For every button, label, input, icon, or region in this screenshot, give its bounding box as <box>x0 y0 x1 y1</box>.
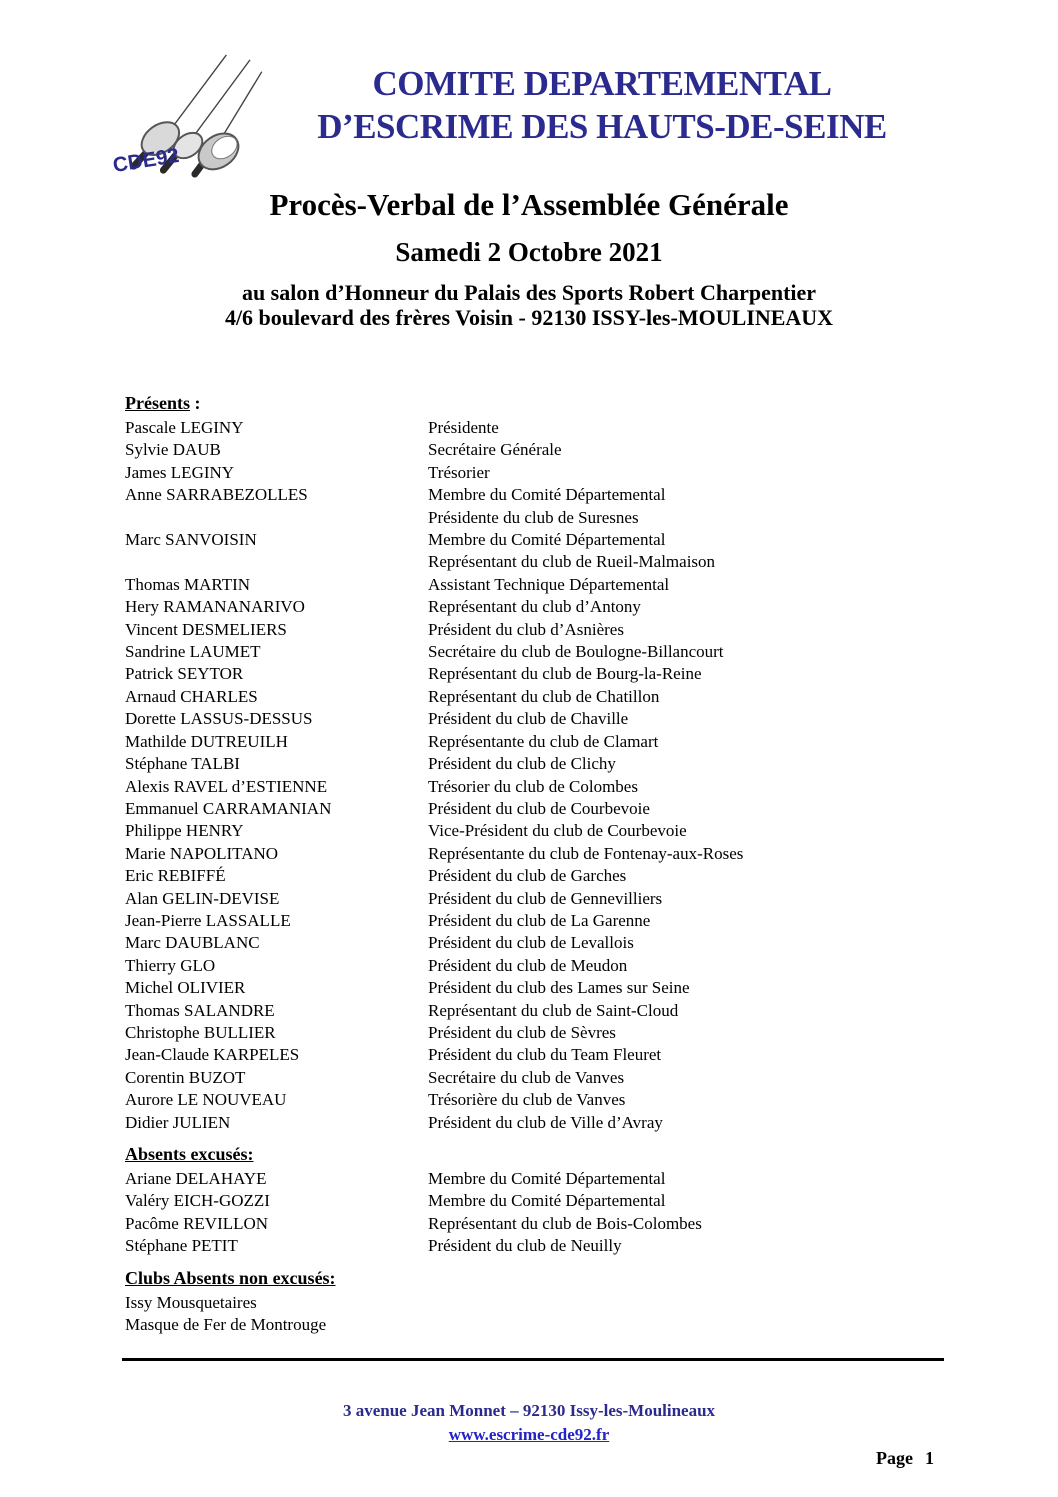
attendee-row <box>125 731 945 753</box>
attendee-name: James LEGINY <box>125 462 235 482</box>
org-title <box>240 62 964 148</box>
attendee-name: Emmanuel CARRAMANIAN <box>125 798 332 818</box>
attendee-name: Jean-Pierre LASSALLE <box>125 910 291 930</box>
attendee-row <box>125 1067 945 1089</box>
attendee-role: Trésorier du club de Colombes <box>428 776 638 796</box>
attendee-name: Aurore LE NOUVEAU <box>125 1090 287 1110</box>
attendee-role: Président du club de Levallois <box>428 933 634 953</box>
attendee-row <box>125 462 945 484</box>
attendee-role: Membre du Comité Départemental <box>428 485 666 505</box>
attendee-name: Thomas MARTIN <box>125 574 251 594</box>
attendee-name: Vincent DESMELIERS <box>125 619 287 639</box>
absents-heading-word: Absents excusés: <box>125 1144 254 1164</box>
attendee-row <box>125 484 945 506</box>
attendee-name <box>125 551 428 573</box>
attendee-role: Représentante du club de Clamart <box>428 731 659 751</box>
attendee-role: Vice-Président du club de Courbevoie <box>428 821 687 841</box>
page-number <box>876 1448 934 1469</box>
document-title: Procès-Verbal de l’Assemblée Générale <box>269 187 789 222</box>
presents-heading-word: Présents <box>125 393 190 413</box>
attendee-name: Anne SARRABEZOLLES <box>125 485 308 505</box>
attendee-name: Ariane DELAHAYE <box>125 1169 267 1188</box>
attendee-name: Eric REBIFFÉ <box>125 866 226 886</box>
attendee-name <box>125 507 428 529</box>
footer-divider-line <box>122 1358 944 1361</box>
attendee-name: Stéphane TALBI <box>125 754 240 774</box>
attendee-row <box>125 619 945 641</box>
logo-text: CDE92 <box>111 143 181 178</box>
attendee-row <box>125 529 945 551</box>
attendee-name: Pascale LEGINY <box>125 418 244 437</box>
attendee-row <box>125 417 945 439</box>
attendee-name: Corentin BUZOT <box>125 1067 246 1087</box>
attendee-name: Alexis RAVEL d’ESTIENNE <box>125 776 328 796</box>
attendee-row <box>125 1022 945 1044</box>
absents-heading <box>125 1142 945 1166</box>
attendee-name: Sylvie DAUB <box>125 440 221 460</box>
footer-address-line: 3 avenue Jean Monnet – 92130 Issy-les-Moulineaux <box>342 1401 716 1420</box>
attendee-row <box>125 1190 945 1212</box>
attendee-role: Président du club de Chaville <box>428 709 629 729</box>
attendance-section <box>125 391 945 1336</box>
attendee-role: Président du club de Sèvres <box>428 1022 616 1042</box>
attendee-row <box>125 843 945 865</box>
attendee-role: Trésorier <box>428 462 490 482</box>
attendee-row <box>125 686 945 708</box>
attendee-row <box>125 1044 945 1066</box>
attendee-name: Thomas SALANDRE <box>125 1000 275 1020</box>
attendee-role: Assistant Technique Départemental <box>428 574 670 594</box>
attendee-role: Président du club de Garches <box>428 866 627 886</box>
attendee-row <box>125 820 945 842</box>
attendee-role: Président du club du Team Fleuret <box>428 1045 662 1065</box>
attendee-role: Secrétaire Générale <box>428 440 562 460</box>
attendee-name: Didier JULIEN <box>125 1112 231 1132</box>
attendee-name: Marc SANVOISIN <box>125 530 257 550</box>
attendee-row <box>125 955 945 977</box>
venue-address <box>0 280 1058 330</box>
attendee-role: Trésorière du club de Vanves <box>428 1090 626 1110</box>
attendee-role: Représentant du club de Chatillon <box>428 686 660 706</box>
attendee-role: Représentant du club de Bourg-la-Reine <box>428 664 702 684</box>
attendee-name: Patrick SEYTOR <box>125 664 244 684</box>
attendee-name: Stéphane PETIT <box>125 1236 238 1256</box>
attendee-row <box>125 977 945 999</box>
attendee-role: Représentant du club de Bois-Colombes <box>428 1213 702 1233</box>
attendee-name: Valéry EICH-GOZZI <box>125 1191 270 1211</box>
attendee-row <box>125 1213 945 1235</box>
document-date: Samedi 2 Octobre 2021 <box>395 237 663 267</box>
attendee-role: Président du club de Ville d’Avray <box>428 1112 663 1132</box>
attendee-name: Marie NAPOLITANO <box>125 843 279 863</box>
website-link[interactable]: www.escrime-cde92.fr <box>448 1425 610 1444</box>
attendee-role: Président du club de Courbevoie <box>428 798 650 818</box>
attendee-row <box>125 663 945 685</box>
page-number-value: 1 <box>924 1448 934 1468</box>
attendee-row <box>125 932 945 954</box>
attendee-row <box>125 1112 945 1134</box>
attendee-role: Représentant du club d’Antony <box>428 597 641 617</box>
presents-heading-colon: : <box>189 393 201 413</box>
attendee-name: Arnaud CHARLES <box>125 686 258 706</box>
attendee-role: Membre du Comité Départemental <box>428 1169 666 1188</box>
absent-club-name: Issy Mousquetaires <box>125 1292 257 1312</box>
attendee-role: Président du club de Neuilly <box>428 1236 622 1256</box>
attendee-name: Alan GELIN-DEVISE <box>125 888 280 908</box>
attendee-role: Membre du Comité Départemental <box>428 530 666 550</box>
venue-line1: au salon d’Honneur du Palais des Sports Robert Charpentier <box>241 280 817 305</box>
attendee-row <box>125 596 945 618</box>
attendee-row <box>125 551 945 573</box>
attendee-row <box>125 1000 945 1022</box>
attendee-name: Philippe HENRY <box>125 821 244 841</box>
org-title-line2: D’ESCRIME DES HAUTS-DE-SEINE <box>317 107 887 146</box>
absent-club-name: Masque de Fer de Montrouge <box>125 1315 327 1335</box>
attendee-row <box>125 507 945 529</box>
attendee-name: Mathilde DUTREUILH <box>125 731 288 751</box>
attendee-name: Pacôme REVILLON <box>125 1213 269 1233</box>
attendee-role: Présidente du club de Suresnes <box>428 507 639 527</box>
clubs-absents-heading-word: Clubs Absents non excusés: <box>125 1267 336 1288</box>
attendee-row <box>125 1089 945 1111</box>
attendee-row <box>125 708 945 730</box>
attendee-row <box>125 776 945 798</box>
attendee-name: Dorette LASSUS-DESSUS <box>125 709 313 729</box>
attendee-row <box>125 439 945 461</box>
attendee-row <box>125 641 945 663</box>
attendee-name: Hery RAMANANARIVO <box>125 597 305 617</box>
clubs-absents-list <box>125 1292 945 1337</box>
attendee-role: Président du club de Gennevilliers <box>428 888 663 908</box>
attendee-row <box>125 798 945 820</box>
presents-list <box>125 417 945 1134</box>
attendee-role: Président du club de Meudon <box>428 955 628 975</box>
page-number-label: Page <box>876 1448 913 1468</box>
attendee-role: Secrétaire du club de Boulogne-Billancourt <box>428 642 724 662</box>
attendee-name: Sandrine LAUMET <box>125 642 261 662</box>
attendee-role: Représentant du club de Rueil-Malmaison <box>428 552 716 572</box>
attendee-name: Marc DAUBLANC <box>125 933 260 953</box>
attendee-role: Membre du Comité Départemental <box>428 1191 666 1211</box>
attendee-role: Président du club de La Garenne <box>428 910 651 930</box>
presents-heading <box>125 391 945 415</box>
attendee-row <box>125 1168 945 1190</box>
attendee-name: Michel OLIVIER <box>125 978 246 998</box>
absents-list <box>125 1168 945 1258</box>
attendee-row <box>125 910 945 932</box>
org-title-line1: COMITE DEPARTEMENTAL <box>372 64 832 103</box>
attendee-role: Représentant du club de Saint-Cloud <box>428 1000 679 1020</box>
attendee-name: Jean-Claude KARPELES <box>125 1045 300 1065</box>
attendee-row <box>125 753 945 775</box>
clubs-absents-heading <box>125 1266 945 1290</box>
attendee-role: Présidente <box>428 418 499 437</box>
venue-line2: 4/6 boulevard des frères Voisin - 92130 ISSY-les-MOULINEAUX <box>224 305 834 330</box>
attendee-row <box>125 574 945 596</box>
attendee-name: Thierry GLO <box>125 955 216 975</box>
attendee-row <box>125 888 945 910</box>
attendee-row <box>125 865 945 887</box>
attendee-role: Président du club d’Asnières <box>428 619 624 639</box>
attendee-role: Secrétaire du club de Vanves <box>428 1067 625 1087</box>
attendee-row <box>125 1235 945 1257</box>
attendee-name: Christophe BULLIER <box>125 1022 276 1042</box>
attendee-role: Président du club de Clichy <box>428 754 616 774</box>
attendee-role: Président du club des Lames sur Seine <box>428 978 690 998</box>
attendee-role: Représentante du club de Fontenay-aux-Roses <box>428 843 744 863</box>
footer <box>0 1399 1058 1447</box>
